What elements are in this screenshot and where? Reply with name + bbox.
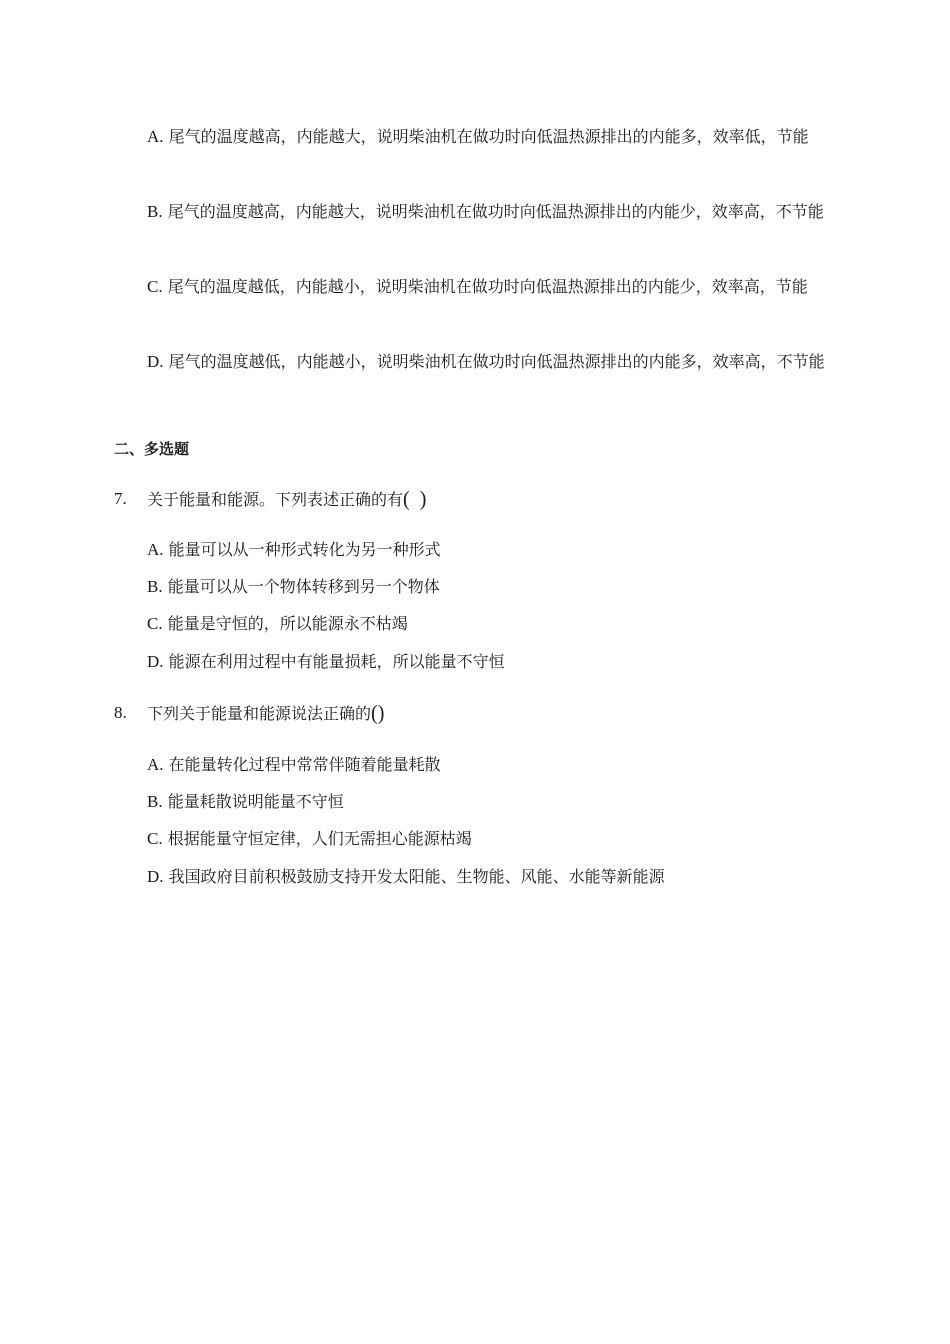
q6-option-b-text: 尾气的温度越高，内能越大，说明柴油机在做功时向低温热源排出的内能少，效率高，不节能 — [167, 202, 824, 221]
q8-option-d-label: D. — [147, 867, 164, 886]
q8-option-a — [147, 746, 827, 784]
q6-option-a-text: 尾气的温度越高，内能越大，说明柴油机在做功时向低温热源排出的内能多，效率低，节能 — [168, 127, 809, 146]
q6-option-c — [147, 268, 827, 306]
q6-option-c-label: C. — [147, 277, 163, 296]
q6-option-b-label: B. — [147, 202, 163, 221]
q7-option-a-text: 能量可以从一种形式转化为另一种形式 — [168, 540, 441, 559]
q7-number: 7. — [114, 489, 127, 508]
q8-option-c-text: 根据能量守恒定律，人们无需担心能源枯竭 — [167, 829, 472, 848]
q8-close-paren: ) — [377, 701, 385, 725]
q8-number: 8. — [114, 703, 127, 722]
q8-option-b — [147, 783, 827, 821]
q8-option-a-text: 在能量转化过程中常常伴随着能量耗散 — [168, 755, 441, 774]
q7-close-paren: ) — [419, 487, 427, 511]
q8-stem — [147, 701, 384, 726]
q6-option-d-text: 尾气的温度越低，内能越小，说明柴油机在做功时向低温热源排出的内能多，效率高，不节能 — [168, 352, 825, 371]
q8-open-paren: ( — [371, 701, 378, 725]
q7-stem-text: 关于能量和能源。下列表述正确的有 — [147, 490, 404, 509]
q8-option-d-text: 我国政府目前积极鼓励支持开发太阳能、生物能、风能、水能等新能源 — [168, 867, 665, 886]
q7-option-d — [147, 643, 827, 681]
q7-option-b — [147, 568, 827, 606]
q7-option-c — [147, 605, 827, 643]
q7-option-d-label: D. — [147, 652, 164, 671]
q7-option-c-label: C. — [147, 614, 163, 633]
q7-option-a — [147, 531, 827, 569]
q8-option-b-text: 能量耗散说明能量不守恒 — [167, 792, 344, 811]
section-heading-multiple-choice: 二、多选题 — [114, 440, 190, 458]
q7-option-d-text: 能源在利用过程中有能量损耗，所以能量不守恒 — [168, 652, 505, 671]
q7-option-c-text: 能量是守恒的，所以能源永不枯竭 — [167, 614, 408, 633]
q8-option-c — [147, 820, 827, 858]
q6-option-a-label: A. — [147, 127, 164, 146]
q7-stem — [147, 487, 426, 512]
q8-option-c-label: C. — [147, 829, 163, 848]
q8-option-a-label: A. — [147, 755, 164, 774]
q8-option-b-label: B. — [147, 792, 163, 811]
q8-stem-text: 下列关于能量和能源说法正确的 — [147, 704, 372, 723]
q6-option-a — [147, 118, 827, 156]
q6-option-b — [147, 193, 827, 231]
q6-option-d — [147, 343, 827, 381]
q6-option-d-label: D. — [147, 352, 164, 371]
q7-option-b-label: B. — [147, 577, 163, 596]
q8-option-d — [147, 858, 827, 896]
q7-open-paren: ( — [403, 487, 410, 511]
q7-option-b-text: 能量可以从一个物体转移到另一个物体 — [167, 577, 440, 596]
q6-option-c-text: 尾气的温度越低，内能越小，说明柴油机在做功时向低温热源排出的内能少，效率高，节能 — [167, 277, 808, 296]
q7-option-a-label: A. — [147, 540, 164, 559]
